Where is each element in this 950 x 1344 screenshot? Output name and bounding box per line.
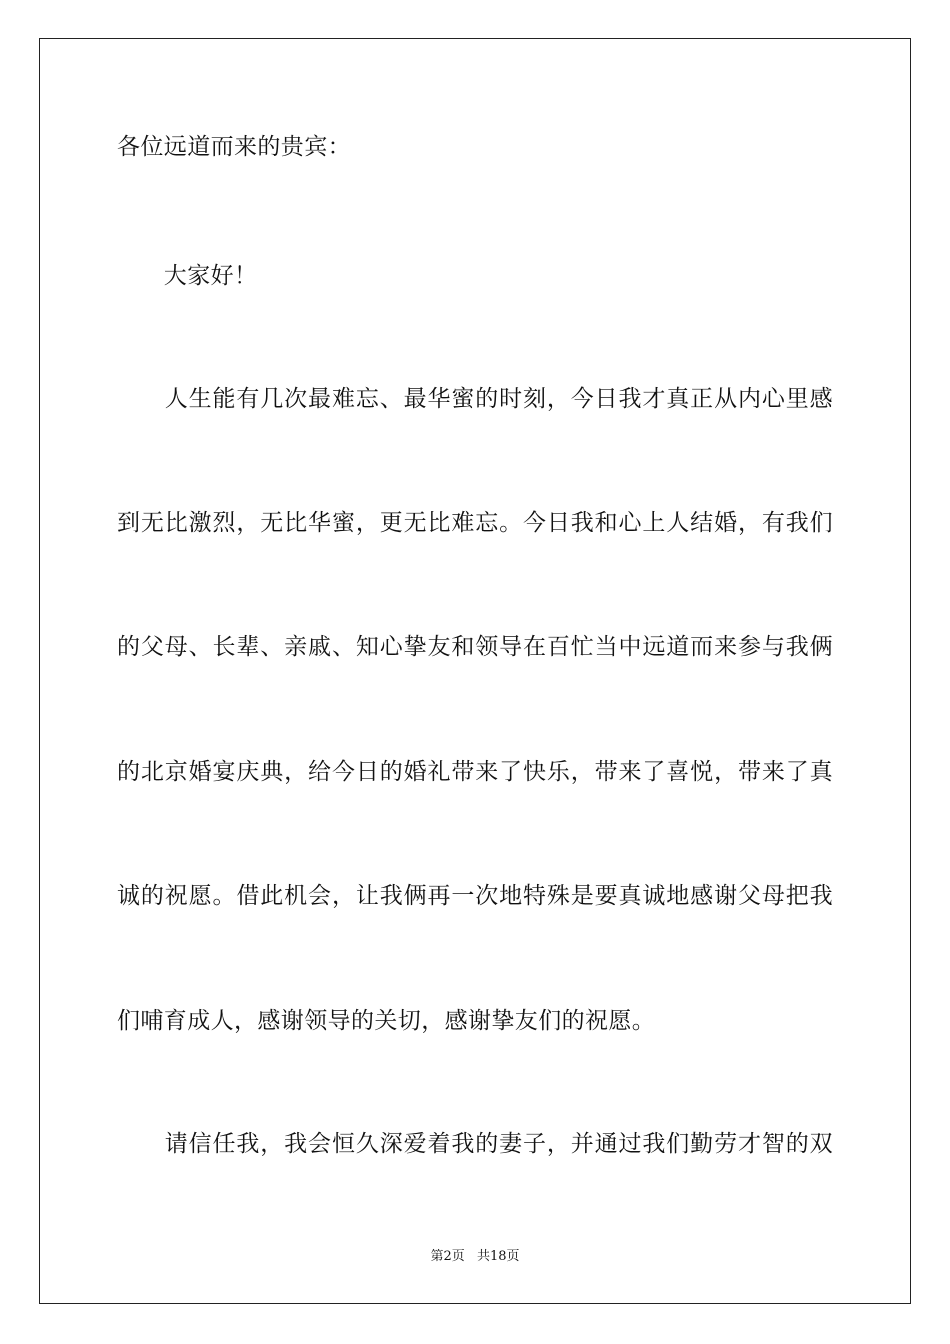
- paragraph-line: 的父母、长辈、亲戚、知心挚友和领导在百忙当中远道而来参与我俩: [117, 634, 833, 660]
- paragraph-line: 到无比激烈，无比华蜜，更无比难忘。今日我和心上人结婚，有我们: [117, 510, 833, 536]
- paragraph-line: 们哺育成人，感谢领导的关切，感谢挚友们的祝愿。: [117, 1008, 656, 1034]
- paragraph-line: 诚的祝愿。借此机会，让我俩再一次地特殊是要真诚地感谢父母把我: [117, 883, 833, 909]
- paragraph-line: 的北京婚宴庆典，给今日的婚礼带来了快乐，带来了喜悦，带来了真: [117, 759, 833, 785]
- paragraph-line: 请信任我，我会恒久深爱着我的妻子，并通过我们勤劳才智的双: [117, 1131, 833, 1157]
- page-footer: [0, 1248, 950, 1266]
- page-frame: [39, 38, 911, 1304]
- paragraph-line: 人生能有几次最难忘、最华蜜的时刻，今日我才真正从内心里感: [117, 386, 833, 412]
- greeting-line: 大家好！: [117, 263, 258, 289]
- page-total: 共18页: [476, 1249, 520, 1264]
- page-number: 第2页: [430, 1249, 465, 1264]
- salutation-line: 各位远道而来的贵宾：: [117, 134, 351, 160]
